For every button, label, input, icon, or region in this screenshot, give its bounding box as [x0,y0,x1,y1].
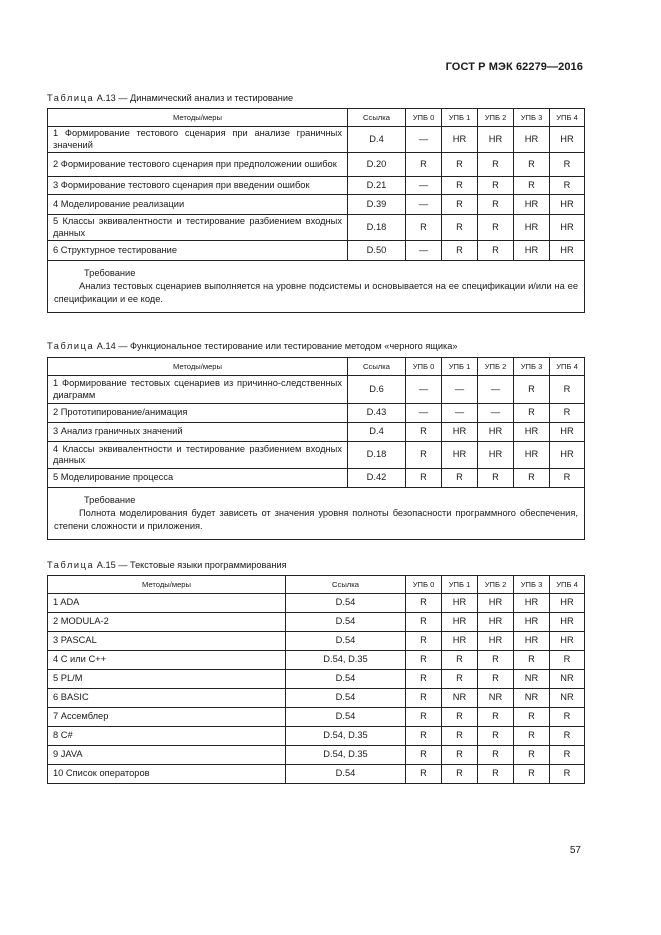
sil3-cell: R [514,708,550,727]
sil4-cell: R [550,708,585,727]
sil1-cell: HR [442,423,478,442]
sil1-cell: HR [442,127,478,153]
table-row [48,689,585,708]
method-cell: 6 Структурное тестирование [48,241,348,261]
table-a15-caption [47,560,287,570]
sil1-cell: HR [442,613,478,632]
table-row [48,241,585,261]
reference-cell: D.18 [348,215,406,241]
sil2-cell: R [478,727,514,746]
sil4-cell: R [550,376,585,404]
method-cell: 8 C# [48,727,286,746]
sil3-cell: R [514,376,550,404]
method-cell: 4 Моделирование реализации [48,195,348,215]
reference-cell: D.54, D.35 [286,651,406,670]
sil0-cell: R [406,727,442,746]
table-row [48,469,585,488]
sil2-cell: — [478,404,514,423]
sil0-cell: R [406,746,442,765]
sil2-cell: R [478,195,514,215]
sil1-cell: R [442,195,478,215]
sil3-cell: HR [514,127,550,153]
sil0-cell: R [406,594,442,613]
method-cell: 5 Моделирование процесса [48,469,348,488]
sil3-cell: NR [514,670,550,689]
sil0-cell: — [406,241,442,261]
requirement-text: Анализ тестовых сценариев выполняется на уровне подсистемы и основывается на ее спецификации и/или на ее спецификации и ее коде. [54,280,578,304]
sil3-cell: NR [514,689,550,708]
requirement-row [48,261,585,313]
reference-cell: D.54 [286,708,406,727]
col-header-ref: Ссылка [348,358,406,376]
sil4-cell: HR [550,632,585,651]
table-header-row [48,358,585,376]
reference-cell: D.21 [348,177,406,195]
caption-title: А.13 — Динамический анализ и тестирование [94,93,294,103]
reference-cell: D.54 [286,689,406,708]
col-header-method: Методы/меры [48,358,348,376]
sil4-cell: R [550,765,585,784]
reference-cell: D.20 [348,153,406,177]
sil2-cell: HR [478,442,514,469]
col-header-sil1: УПБ 1 [442,109,478,127]
reference-cell: D.43 [348,404,406,423]
col-header-sil4: УПБ 4 [550,576,585,594]
table-row [48,195,585,215]
col-header-sil0: УПБ 0 [406,358,442,376]
method-cell: 2 Прототипирование/анимация [48,404,348,423]
sil0-cell: R [406,442,442,469]
sil4-cell: HR [550,195,585,215]
method-cell: 6 BASIC [48,689,286,708]
sil4-cell: NR [550,689,585,708]
sil4-cell: R [550,404,585,423]
method-cell: 3 PASCAL [48,632,286,651]
sil1-cell: R [442,651,478,670]
sil4-cell: R [550,469,585,488]
sil3-cell: HR [514,442,550,469]
table-row [48,594,585,613]
table-row [48,727,585,746]
sil2-cell: R [478,670,514,689]
caption-prefix: Таблица [47,560,95,570]
col-header-sil4: УПБ 4 [550,358,585,376]
method-cell: 10 Список операторов [48,765,286,784]
reference-cell: D.4 [348,423,406,442]
reference-cell: D.4 [348,127,406,153]
reference-cell: D.54 [286,594,406,613]
sil3-cell: R [514,651,550,670]
sil3-cell: HR [514,613,550,632]
sil3-cell: HR [514,423,550,442]
col-header-sil4: УПБ 4 [550,109,585,127]
col-header-sil1: УПБ 1 [442,576,478,594]
page-number: 57 [569,845,581,856]
sil3-cell: HR [514,195,550,215]
sil4-cell: R [550,727,585,746]
col-header-sil2: УПБ 2 [478,109,514,127]
col-header-method: Методы/меры [48,109,348,127]
col-header-sil0: УПБ 0 [406,576,442,594]
table-row [48,153,585,177]
method-cell: 1 Формирование тестовых сценариев из причинно-следственных диаграмм [48,376,348,404]
sil2-cell: R [478,177,514,195]
sil2-cell: R [478,765,514,784]
sil2-cell: R [478,746,514,765]
reference-cell: D.6 [348,376,406,404]
sil4-cell: HR [550,423,585,442]
sil0-cell: R [406,670,442,689]
sil1-cell: R [442,469,478,488]
sil3-cell: R [514,404,550,423]
method-cell: 3 Анализ граничных значений [48,423,348,442]
sil2-cell: HR [478,594,514,613]
sil4-cell: HR [550,613,585,632]
sil0-cell: R [406,423,442,442]
sil4-cell: HR [550,241,585,261]
sil4-cell: R [550,746,585,765]
sil4-cell: NR [550,670,585,689]
table-row [48,423,585,442]
table-row [48,651,585,670]
sil4-cell: HR [550,442,585,469]
reference-cell: D.54, D.35 [286,727,406,746]
col-header-method: Методы/меры [48,576,286,594]
col-header-sil3: УПБ 3 [514,576,550,594]
col-header-sil3: УПБ 3 [514,109,550,127]
reference-cell: D.39 [348,195,406,215]
caption-title: А.15 — Текстовые языки программирования [94,560,287,570]
sil0-cell: — [406,177,442,195]
document-id-header: ГОСТ Р МЭК 62279—2016 [445,61,583,73]
sil1-cell: HR [442,632,478,651]
table-header-row [48,109,585,127]
sil2-cell: R [478,153,514,177]
sil2-cell: NR [478,689,514,708]
method-cell: 3 Формирование тестового сценария при введении ошибок [48,177,348,195]
sil0-cell: R [406,689,442,708]
sil3-cell: HR [514,215,550,241]
sil4-cell: R [550,651,585,670]
col-header-ref: Ссылка [286,576,406,594]
method-cell: 1 ADA [48,594,286,613]
sil2-cell: R [478,469,514,488]
table-row [48,746,585,765]
sil3-cell: HR [514,632,550,651]
sil0-cell: — [406,195,442,215]
table-a14-caption [47,341,457,351]
sil0-cell: R [406,613,442,632]
method-cell: 4 C или C++ [48,651,286,670]
requirement-row [48,488,585,540]
requirement-text: Полнота моделирования будет зависеть от значения уровня полноты безопасности программного обеспечения, степени сложности и приложения. [54,507,578,531]
sil2-cell: R [478,215,514,241]
method-cell: 5 Классы эквивалентности и тестирование разбиением входных данных [48,215,348,241]
sil1-cell: R [442,177,478,195]
sil2-cell: — [478,376,514,404]
table-row [48,215,585,241]
reference-cell: D.54 [286,670,406,689]
sil2-cell: HR [478,127,514,153]
table-row [48,177,585,195]
caption-prefix: Таблица [47,341,95,351]
sil2-cell: HR [478,613,514,632]
table-row [48,632,585,651]
sil4-cell: HR [550,215,585,241]
table-row [48,376,585,404]
table-row [48,613,585,632]
method-cell: 7 Ассемблер [48,708,286,727]
sil0-cell: R [406,153,442,177]
sil2-cell: HR [478,423,514,442]
sil0-cell: — [406,127,442,153]
reference-cell: D.50 [348,241,406,261]
sil1-cell: — [442,376,478,404]
sil2-cell: R [478,241,514,261]
method-cell: 2 Формирование тестового сценария при предположении ошибок [48,153,348,177]
col-header-sil2: УПБ 2 [478,358,514,376]
table-a13 [47,108,585,313]
table-a15 [47,575,585,784]
sil2-cell: R [478,708,514,727]
table-row [48,708,585,727]
sil2-cell: HR [478,632,514,651]
sil1-cell: HR [442,594,478,613]
requirement-cell [48,261,585,313]
caption-title: А.14 — Функциональное тестирование или тестирование методом «черного ящика» [94,341,458,351]
method-cell: 4 Классы эквивалентности и тестирование разбиением входных данных [48,442,348,469]
sil3-cell: R [514,153,550,177]
table-row [48,127,585,153]
sil4-cell: R [550,177,585,195]
sil3-cell: R [514,177,550,195]
sil0-cell: R [406,215,442,241]
sil0-cell: R [406,651,442,670]
requirement-title: Требование [84,268,136,278]
sil0-cell: — [406,376,442,404]
reference-cell: D.54 [286,632,406,651]
table-a13-caption [47,93,293,103]
method-cell: 2 MODULA-2 [48,613,286,632]
sil1-cell: NR [442,689,478,708]
sil4-cell: R [550,153,585,177]
sil3-cell: R [514,746,550,765]
reference-cell: D.18 [348,442,406,469]
sil3-cell: R [514,469,550,488]
sil0-cell: — [406,404,442,423]
sil0-cell: R [406,469,442,488]
sil1-cell: — [442,404,478,423]
sil1-cell: R [442,746,478,765]
sil4-cell: HR [550,127,585,153]
sil3-cell: HR [514,594,550,613]
sil1-cell: R [442,727,478,746]
reference-cell: D.42 [348,469,406,488]
requirement-cell [48,488,585,540]
table-row [48,670,585,689]
sil4-cell: HR [550,594,585,613]
reference-cell: D.54 [286,765,406,784]
col-header-sil1: УПБ 1 [442,358,478,376]
sil0-cell: R [406,708,442,727]
method-cell: 9 JAVA [48,746,286,765]
requirement-title: Требование [84,495,136,505]
col-header-ref: Ссылка [348,109,406,127]
sil1-cell: R [442,708,478,727]
method-cell: 1 Формирование тестового сценария при анализе граничных значений [48,127,348,153]
sil1-cell: R [442,215,478,241]
sil3-cell: R [514,765,550,784]
table-row [48,442,585,469]
sil1-cell: HR [442,442,478,469]
sil3-cell: R [514,727,550,746]
sil2-cell: R [478,651,514,670]
table-header-row [48,576,585,594]
table-row [48,404,585,423]
table-a14 [47,357,585,540]
sil3-cell: HR [514,241,550,261]
sil0-cell: R [406,632,442,651]
sil1-cell: R [442,670,478,689]
reference-cell: D.54 [286,613,406,632]
method-cell: 5 PL/M [48,670,286,689]
sil1-cell: R [442,153,478,177]
reference-cell: D.54, D.35 [286,746,406,765]
col-header-sil3: УПБ 3 [514,358,550,376]
sil0-cell: R [406,765,442,784]
col-header-sil0: УПБ 0 [406,109,442,127]
caption-prefix: Таблица [47,93,95,103]
table-row [48,765,585,784]
col-header-sil2: УПБ 2 [478,576,514,594]
sil1-cell: R [442,765,478,784]
sil1-cell: R [442,241,478,261]
